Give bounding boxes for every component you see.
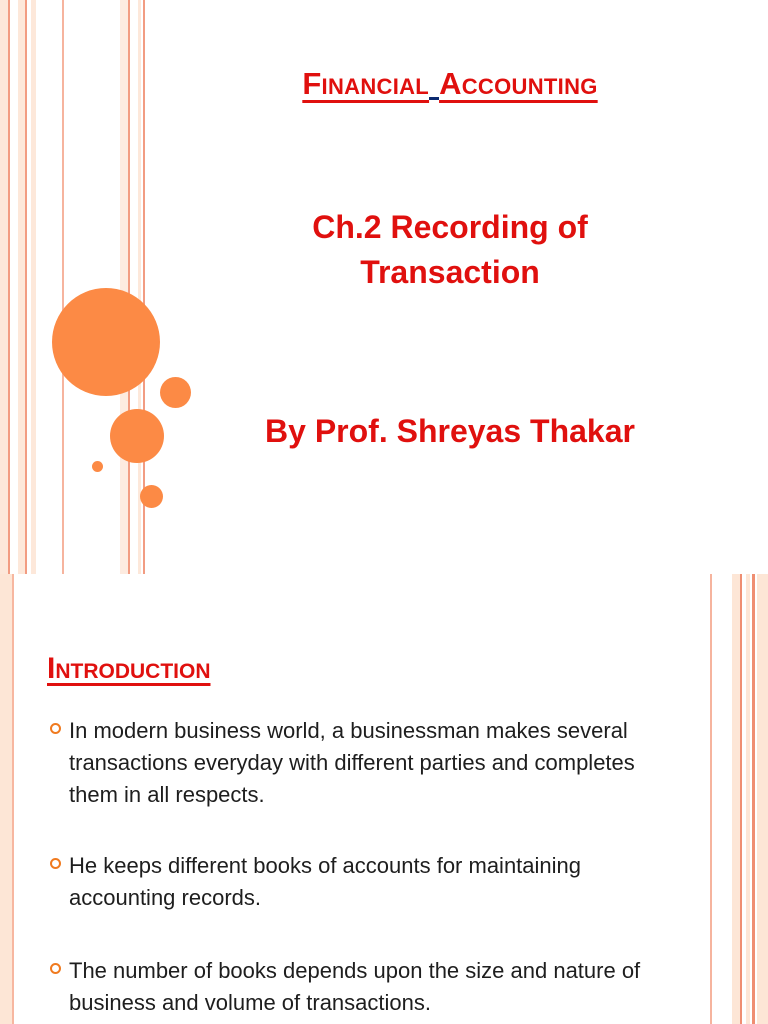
bullet-item xyxy=(50,715,680,811)
bullet-circle-icon xyxy=(50,723,61,734)
left-stripe xyxy=(0,574,12,1024)
left-stripe xyxy=(18,0,25,574)
bullet-text: The number of books depends upon the size and nature of business and volume of transactions. xyxy=(69,958,641,1015)
decorative-circle xyxy=(160,377,191,408)
bullet-item xyxy=(50,955,680,1019)
bullet-circle-icon xyxy=(50,858,61,869)
left-stripe xyxy=(8,0,10,574)
chapter-line-1: Ch.2 Recording of xyxy=(312,209,588,245)
title-word-1: Financial xyxy=(302,66,430,101)
right-stripe xyxy=(710,574,712,1024)
left-stripe xyxy=(120,0,128,574)
right-stripe xyxy=(740,574,742,1024)
title-word-2: Accounting xyxy=(439,66,598,101)
bullet-text: In modern business world, a businessman makes several transactions everyday with different parties and completes them in all respects. xyxy=(69,718,635,807)
right-stripe xyxy=(732,574,740,1024)
right-stripe xyxy=(752,574,755,1024)
left-stripe xyxy=(128,0,130,574)
left-stripe xyxy=(0,0,8,574)
bullet-text: He keeps different books of accounts for maintaining accounting records. xyxy=(69,853,582,910)
slide-title xyxy=(150,66,750,102)
left-stripe xyxy=(12,574,14,1024)
bullet-item xyxy=(50,850,680,914)
introduction-slide xyxy=(0,574,768,1024)
right-stripe xyxy=(746,574,750,1024)
left-stripe xyxy=(138,0,141,574)
decorative-circle xyxy=(92,461,103,472)
title-underline-gap xyxy=(429,97,439,100)
decorative-circle-large xyxy=(52,288,160,396)
chapter-line-2: Transaction xyxy=(360,254,540,290)
slide-heading: Introduction xyxy=(47,652,211,685)
author-line: By Prof. Shreyas Thakar xyxy=(265,413,635,449)
left-stripe xyxy=(25,0,27,574)
right-stripe xyxy=(757,574,768,1024)
left-stripe xyxy=(62,0,64,574)
left-stripe xyxy=(31,0,36,574)
bullet-circle-icon xyxy=(50,963,61,974)
decorative-circle xyxy=(140,485,163,508)
